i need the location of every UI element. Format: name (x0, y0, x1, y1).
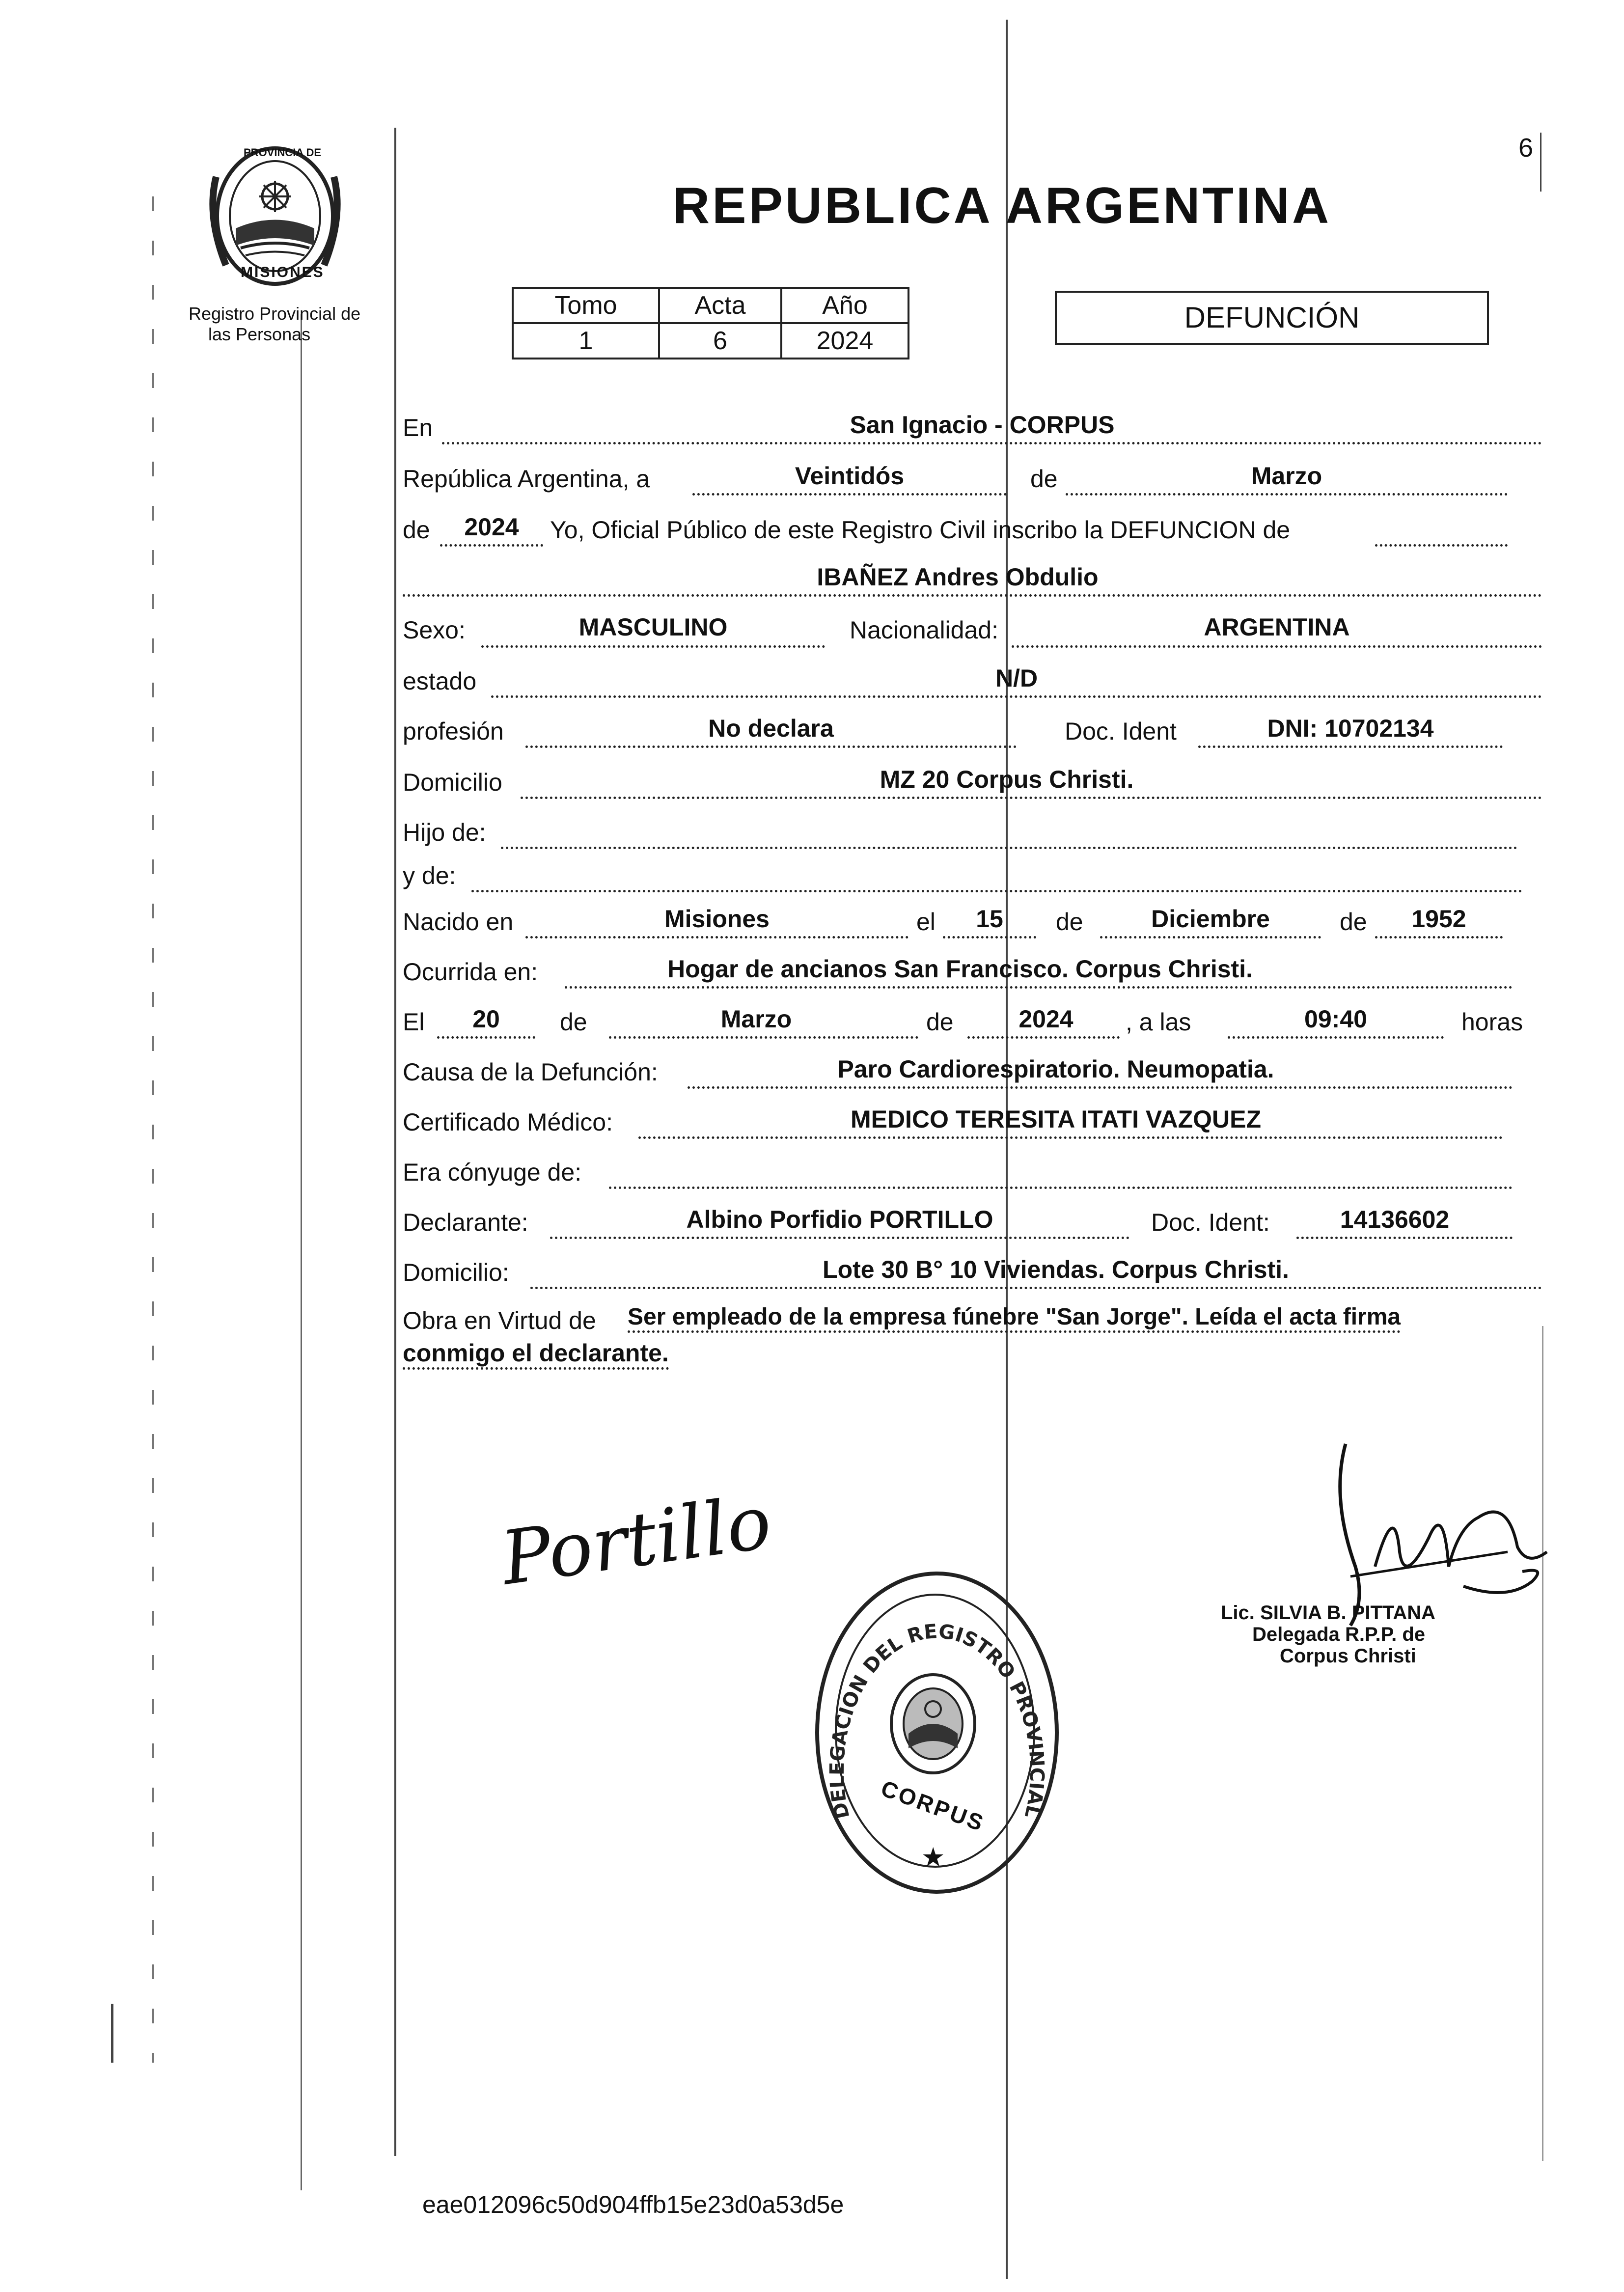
de-label: de (1030, 465, 1058, 493)
registry-name-line2: las Personas (208, 324, 311, 344)
record-type-box: DEFUNCIÓN (1055, 291, 1489, 345)
acta-header: Acta (659, 288, 781, 323)
de-label-6: de (926, 1008, 954, 1036)
seal-center-text: CORPUS (878, 1775, 989, 1837)
death-year: 2024 (1018, 1005, 1073, 1033)
nacido-en-value: Misiones (664, 905, 770, 933)
deceased-name: IBAÑEZ Andres Obdulio (817, 563, 1099, 591)
ano-value: 2024 (781, 323, 908, 359)
death-time: 09:40 (1304, 1005, 1367, 1033)
fold-line (1006, 20, 1008, 2279)
y-de-line (471, 890, 1522, 892)
page-number: 6 (1518, 133, 1534, 163)
year-value: 2024 (464, 513, 519, 541)
death-year-line (967, 1036, 1120, 1039)
obra-value-line2: conmigo el declarante. (403, 1339, 669, 1370)
death-time-line (1228, 1036, 1444, 1039)
birth-day: 15 (976, 905, 1003, 933)
ocurrida-line (565, 986, 1513, 989)
day-written-value: Veintidós (795, 462, 905, 490)
en-value: San Ignacio - CORPUS (850, 411, 1115, 439)
birth-month: Diciembre (1151, 905, 1270, 933)
el-label: el (916, 908, 936, 936)
scan-mark (111, 2004, 113, 2063)
declarant-signature: Portillo (496, 1479, 776, 1602)
scan-dash (152, 196, 154, 2063)
official-name-line2: Delegada R.P.P. de (1252, 1624, 1426, 1645)
causa-line (688, 1086, 1513, 1089)
obra-value-line1: Ser empleado de la empresa fúnebre "San Jorge". Leída el acta firma (628, 1303, 1401, 1333)
seal-emblem-icon (884, 1670, 982, 1778)
sexo-value: MASCULINO (578, 613, 728, 641)
record-table-header-row (513, 288, 908, 323)
certificado-line (638, 1136, 1503, 1139)
hijo-de-label: Hijo de: (403, 819, 486, 846)
sexo-label: Sexo: (403, 616, 466, 644)
ocurrida-label: Ocurrida en: (403, 958, 538, 986)
ano-header: Año (781, 288, 908, 323)
profesion-line (525, 746, 1017, 748)
month-written-value: Marzo (1251, 462, 1322, 490)
domicilio-value-2: Lote 30 B° 10 Viviendas. Corpus Christi. (823, 1256, 1289, 1283)
nacionalidad-label: Nacionalidad: (850, 616, 998, 644)
death-day-line (437, 1036, 535, 1039)
obra-label: Obra en Virtud de (403, 1307, 596, 1334)
record-table-value-row (513, 323, 908, 359)
conyuge-label: Era cónyuge de: (403, 1159, 582, 1186)
en-label: En (403, 414, 433, 442)
tomo-value: 1 (513, 323, 659, 359)
nacido-en-label: Nacido en (403, 908, 514, 936)
de-label-4: de (1340, 908, 1367, 936)
death-day: 20 (472, 1005, 500, 1033)
ocurrida-value: Hogar de ancianos San Francisco. Corpus Christi. (667, 955, 1253, 983)
y-de-label: y de: (403, 862, 456, 889)
year-line (440, 544, 543, 547)
declarante-line (550, 1237, 1129, 1239)
officer-text: Yo, Oficial Público de este Registro Civil inscribo la DEFUNCION de (550, 516, 1291, 544)
de-label-5: de (560, 1008, 587, 1036)
certificado-value: MEDICO TERESITA ITATI VAZQUEZ (850, 1105, 1262, 1133)
republica-label: República Argentina, a (403, 465, 650, 493)
acta-value: 6 (659, 323, 781, 359)
official-name-line3: Corpus Christi (1280, 1645, 1416, 1667)
month-written-line (1066, 493, 1508, 496)
certificado-label: Certificado Médico: (403, 1108, 613, 1136)
seal-star-icon: ★ (921, 1843, 945, 1872)
declarante-doc-line (1296, 1237, 1513, 1239)
registry-name-line1: Registro Provincial de (189, 304, 361, 324)
tomo-header: Tomo (513, 288, 659, 323)
emblem-text-top: PROVINCIA DE (244, 146, 322, 159)
death-month-line (609, 1036, 918, 1039)
hijo-de-line (501, 847, 1517, 849)
el-label-2: El (403, 1008, 425, 1036)
domicilio-line (521, 797, 1542, 799)
domicilio-2-line (530, 1287, 1542, 1289)
estado-label: estado (403, 667, 477, 695)
declarante-doc: 14136602 (1340, 1206, 1450, 1233)
officer-tail-line (1375, 544, 1508, 547)
causa-value: Paro Cardiorespiratorio. Neumopatia. (837, 1055, 1274, 1083)
conyuge-line (609, 1187, 1513, 1189)
profesion-value: No declara (708, 715, 834, 742)
left-margin-line (394, 128, 396, 2156)
declarante-label: Declarante: (403, 1209, 528, 1236)
domicilio-label: Domicilio (403, 769, 502, 796)
doc-ident-label-2: Doc. Ident: (1151, 1209, 1270, 1236)
estado-value: N/D (995, 664, 1038, 692)
birth-year: 1952 (1411, 905, 1466, 933)
a-las-label: , a las (1126, 1008, 1191, 1036)
domicilio-value: MZ 20 Corpus Christi. (880, 766, 1134, 793)
de-label-2: de (403, 516, 430, 544)
nacionalidad-line (1012, 645, 1542, 648)
horas-label: horas (1461, 1008, 1523, 1036)
official-name-line1: Lic. SILVIA B. PITTANA (1221, 1602, 1436, 1624)
estado-line (491, 695, 1542, 698)
emblem-text-bottom: MISIONES (241, 264, 325, 280)
doc-ident-line (1198, 746, 1503, 748)
causa-label: Causa de la Defunción: (403, 1058, 658, 1086)
nacido-en-line (525, 936, 908, 939)
birth-day-line (943, 936, 1036, 939)
right-margin-line (1540, 133, 1541, 192)
nacionalidad-value: ARGENTINA (1204, 613, 1350, 641)
en-line (442, 442, 1542, 444)
birth-month-line (1100, 936, 1321, 939)
sexo-line (481, 645, 825, 648)
birth-year-line (1375, 936, 1503, 939)
seal-ring-textpath: DELEGACION DEL REGISTRO PROVINCIAL (826, 1620, 1048, 1821)
doc-ident-label: Doc. Ident (1065, 718, 1177, 745)
de-label-3: de (1056, 908, 1083, 936)
domicilio-label-2: Domicilio: (403, 1259, 509, 1286)
declarante-value: Albino Porfidio PORTILLO (686, 1206, 993, 1233)
record-reference-table (512, 287, 909, 359)
country-title: REPUBLICA ARGENTINA (673, 177, 1332, 234)
doc-ident-value: DNI: 10702134 (1267, 715, 1434, 742)
profesion-label: profesión (403, 718, 504, 745)
inner-margin-line (301, 314, 302, 2190)
document-hash: eae012096c50d904ffb15e23d0a53d5e (422, 2191, 844, 2218)
deceased-name-line (403, 594, 1542, 597)
death-month: Marzo (720, 1005, 792, 1033)
day-written-line (692, 493, 1007, 496)
